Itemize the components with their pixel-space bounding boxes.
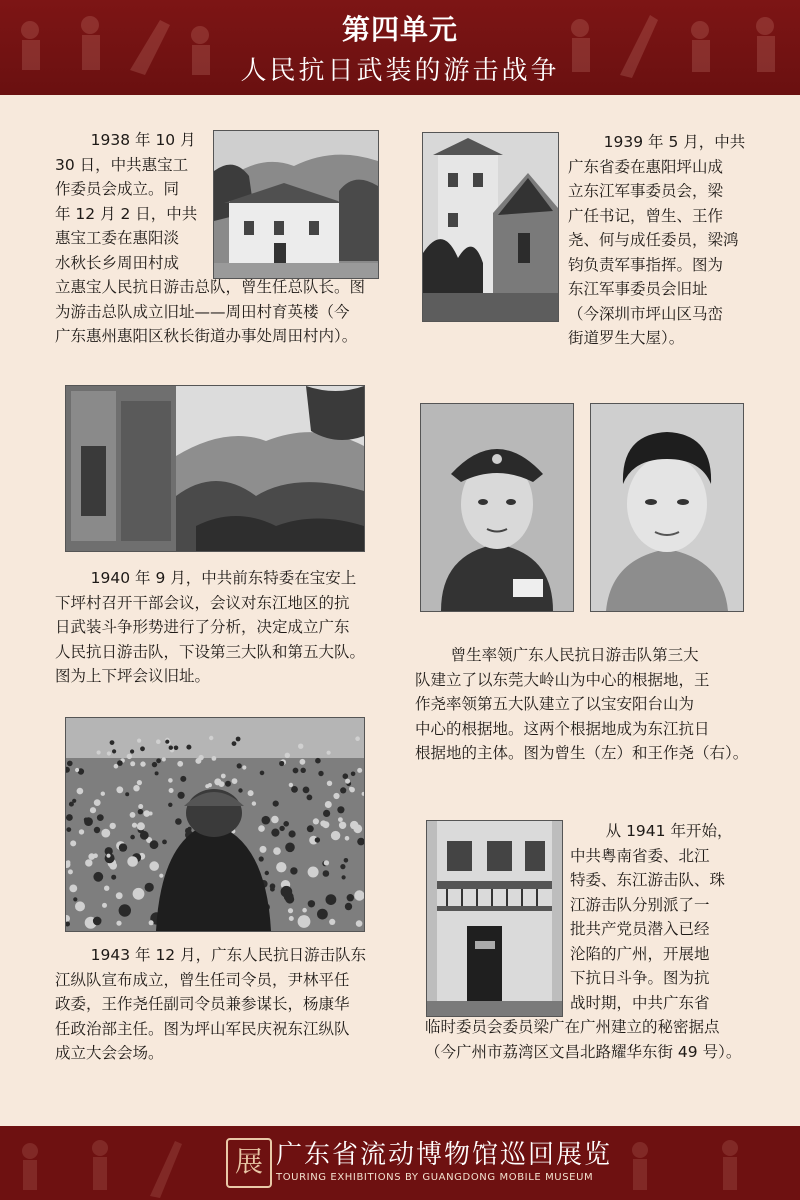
crowd-texture-dot (327, 751, 331, 755)
crowd-texture-dot (66, 814, 73, 821)
crowd-texture-dot (116, 786, 123, 793)
crowd-texture-dot (94, 827, 100, 833)
text-line: 任政治部主任。图为坪山军民庆祝东江纵队 (55, 1019, 350, 1038)
crowd-texture-dot (333, 793, 339, 799)
portrait-wang-zuoyao (590, 403, 744, 612)
crowd-texture-dot (248, 790, 254, 796)
photo-guangzhou-secret-base (426, 820, 563, 1017)
header-banner (0, 0, 800, 95)
text-line: 作委员会成立。同 (55, 180, 180, 198)
crowd-texture-dot (111, 875, 116, 880)
crowd-texture-dot (323, 870, 330, 877)
crowd-texture-dot (355, 736, 360, 741)
crowd-texture-dot (110, 740, 115, 745)
text-line: 下坪村召开干部会议，会议对东江地区的抗 (55, 593, 350, 612)
text-section-2 (568, 130, 748, 351)
crowd-texture-dot (323, 810, 330, 817)
crowd-texture-dot (344, 858, 349, 863)
text-section-1-wrap (55, 128, 205, 275)
crowd-texture-dot (308, 867, 319, 878)
crowd-texture-dot (252, 801, 256, 805)
crowd-texture-dot (69, 802, 74, 807)
crowd-texture-dot (315, 837, 320, 842)
text-section-1-full (55, 275, 385, 349)
text-line: 根据地的主体。图为曾生（左）和王作尧（右）。 (415, 744, 749, 762)
footer-museum-name: 广东省流动博物馆巡回展览 (276, 1140, 613, 1170)
crowd-texture-dot (339, 822, 346, 829)
crowd-texture-dot (345, 903, 352, 910)
crowd-texture-dot (73, 897, 77, 901)
crowd-texture-dot (347, 894, 354, 901)
crowd-texture-dot (293, 768, 299, 774)
crowd-texture-dot (150, 840, 159, 849)
crowd-texture-dot (149, 861, 159, 871)
text-line: 为游击总队成立旧址——周田村育英楼（今 (55, 302, 350, 321)
text-line: 30 日，中共惠宝工 (55, 155, 189, 174)
crowd-texture-dot (168, 778, 173, 783)
crowd-texture-dot (159, 874, 163, 878)
crowd-texture-dot (214, 778, 221, 785)
crowd-texture-dot (318, 771, 323, 776)
footer-pattern-icon (580, 1126, 800, 1200)
crowd-texture-dot (212, 756, 217, 761)
text-line: 沦陷的广州，开展地 (570, 944, 710, 963)
crowd-texture-dot (298, 744, 303, 749)
crowd-texture-dot (127, 856, 138, 867)
crowd-texture-dot (302, 908, 307, 913)
crowd-texture-dot (156, 739, 161, 744)
crowd-texture-dot (130, 761, 135, 766)
crowd-texture-dot (69, 885, 77, 893)
crowd-texture-dot (94, 799, 101, 806)
crowd-texture-dot (152, 762, 157, 767)
crowd-texture-dot (307, 825, 314, 832)
crowd-texture-dot (168, 803, 172, 807)
crowd-texture-dot (68, 869, 73, 874)
crowd-texture-dot (242, 765, 246, 769)
crowd-texture-dot (232, 778, 238, 784)
crowd-texture-dot (106, 854, 110, 858)
crowd-texture-dot (300, 759, 306, 765)
crowd-texture-dot (93, 853, 98, 858)
text-line: 批共产党员潜入已经 (570, 920, 710, 938)
photo-dongjiang-committee-house (422, 132, 559, 322)
text-section-6-full (425, 1015, 760, 1064)
crowd-texture-dot (225, 781, 231, 787)
crowd-texture-dot (298, 915, 311, 928)
crowd-texture-dot (313, 818, 319, 824)
crowd-texture-dot (178, 792, 185, 799)
crowd-texture-dot (162, 840, 167, 845)
crowd-texture-dot (138, 804, 143, 809)
crowd-texture-dot (145, 883, 154, 892)
crowd-texture-dot (326, 894, 337, 905)
text-line: 江纵队宣布成立，曾生任司令员，尹林平任 (55, 970, 350, 989)
crowd-texture-dot (238, 788, 242, 792)
unit-subtitle: 人民抗日武装的游击战争 (240, 56, 560, 86)
crowd-texture-dot (110, 823, 116, 829)
crowd-texture-dot (127, 754, 132, 759)
crowd-texture-dot (198, 755, 203, 760)
crowd-texture-dot (353, 824, 362, 833)
text-line: 1943 年 12 月，广东人民抗日游击队东 (90, 946, 367, 964)
crowd-texture-dot (356, 920, 363, 927)
text-section-3 (55, 566, 385, 689)
crowd-texture-dot (140, 761, 145, 766)
text-line: 中心的根据地。这两个根据地成为东江抗日 (415, 719, 710, 738)
crowd-texture-dot (338, 817, 343, 822)
footer-museum-name-en: TOURING EXHIBITIONS BY GUANGDONG MOBILE MUSEUM (276, 1172, 594, 1183)
text-line: 东江军事委员会旧址 (568, 280, 708, 298)
crowd-texture-dot (112, 749, 116, 753)
text-line: 1938 年 10 月 (90, 131, 196, 149)
text-section-6-narrow (570, 819, 750, 1015)
crowd-texture-dot (331, 831, 340, 840)
crowd-texture-dot (114, 764, 119, 769)
text-line: 立东江军事委员会，梁 (568, 182, 724, 200)
crowd-texture-dot (175, 818, 182, 825)
crowd-texture-dot (273, 847, 281, 855)
crowd-texture-dot (260, 846, 267, 853)
text-line: 队建立了以东莞大岭山为中心的根据地，王 (415, 670, 710, 689)
crowd-texture-dot (288, 908, 293, 913)
crowd-texture-dot (101, 792, 105, 796)
crowd-texture-dot (97, 750, 101, 754)
crowd-texture-dot (273, 801, 279, 807)
text-section-5 (55, 943, 385, 1066)
photo-yuying-building (213, 130, 379, 279)
crowd-texture-dot (308, 900, 315, 907)
text-line: 钧负责军事指挥。图为 (568, 255, 724, 274)
photo-dongjiang-column-rally (65, 717, 365, 932)
crowd-texture-dot (301, 768, 306, 773)
crowd-texture-dot (320, 820, 326, 826)
crowd-texture-dot (285, 843, 295, 853)
crowd-texture-dot (324, 860, 329, 865)
text-line: 政委，王作尧任副司令员兼参谋长，杨康华 (55, 995, 350, 1013)
crowd-texture-dot (327, 781, 332, 786)
crowd-texture-dot (84, 818, 88, 822)
crowd-texture-dot (130, 812, 136, 818)
crowd-texture-dot (107, 751, 111, 755)
crowd-texture-dot (221, 774, 226, 779)
text-line: 广东惠州惠阳区秋长街道办事处周田村内）。 (55, 327, 358, 345)
crowd-texture-dot (237, 763, 242, 768)
crowd-texture-dot (130, 749, 134, 753)
crowd-texture-dot (75, 768, 79, 772)
crowd-texture-dot (281, 886, 293, 898)
crowd-texture-dot (137, 822, 145, 830)
crowd-texture-dot (143, 810, 150, 817)
crowd-texture-dot (77, 788, 84, 795)
text-line: 水秋长乡周田村成 (55, 253, 180, 272)
crowd-texture-dot (208, 783, 212, 787)
crowd-texture-dot (337, 806, 344, 813)
crowd-texture-dot (345, 779, 350, 784)
crowd-texture-dot (260, 771, 265, 776)
crowd-texture-dot (185, 828, 191, 834)
crowd-texture-dot (119, 843, 127, 851)
photo-shangxiaping-meeting-site (65, 385, 365, 552)
crowd-texture-dot (169, 788, 174, 793)
crowd-texture-dot (156, 758, 161, 763)
crowd-texture-dot (317, 909, 328, 920)
text-line: 1939 年 5 月，中共 (603, 133, 746, 151)
crowd-texture-dot (325, 801, 332, 808)
crowd-texture-dot (169, 746, 173, 750)
crowd-texture-dot (340, 787, 346, 793)
crowd-texture-dot (177, 761, 183, 767)
crowd-texture-dot (140, 746, 145, 751)
crowd-texture-dot (290, 867, 297, 874)
crowd-texture-dot (271, 829, 279, 837)
crowd-texture-dot (232, 741, 237, 746)
crowd-texture-dot (90, 807, 96, 813)
crowd-texture-dot (259, 856, 264, 861)
text-line: 中共粤南省委、北江 (570, 846, 710, 865)
crowd-texture-dot (180, 776, 186, 782)
text-line: 广东省委在惠阳坪山成 (568, 157, 724, 176)
crowd-texture-dot (357, 768, 362, 773)
text-line: 尧、何与成任委员，梁鸿 (568, 231, 739, 249)
crowd-texture-dot (133, 785, 139, 791)
text-line: 日武装斗争形势进行了分析，决定成立广东 (55, 618, 350, 636)
crowd-texture-dot (291, 786, 298, 793)
crowd-texture-dot (162, 757, 166, 761)
crowd-texture-dot (137, 780, 142, 785)
text-section-4 (415, 643, 750, 766)
text-line: 人民抗日游击队，下设第三大队和第五大队。 (55, 642, 366, 661)
crowd-texture-dot (85, 859, 92, 866)
crowd-texture-dot (133, 888, 145, 900)
crowd-texture-dot (97, 814, 104, 821)
crowd-texture-dot (130, 835, 135, 840)
text-line: 下抗日斗争。图为抗 (570, 969, 710, 987)
portrait-zeng-sheng (420, 403, 574, 612)
text-line: 立惠宝人民抗日游击总队，曾生任总队长。图 (55, 278, 366, 296)
unit-title: 第四单元 (341, 13, 458, 46)
text-line: 图为上下坪会议旧址。 (55, 667, 211, 685)
crowd-texture-dot (236, 737, 241, 742)
text-line: 特委、东江游击队、珠 (570, 871, 726, 889)
crowd-texture-dot (132, 823, 137, 828)
crowd-texture-dot (155, 771, 159, 775)
crowd-texture-dot (104, 886, 109, 891)
crowd-texture-dot (138, 809, 143, 814)
crowd-texture-dot (137, 739, 141, 743)
crowd-texture-dot (67, 761, 73, 767)
crowd-texture-dot (165, 740, 169, 744)
crowd-texture-dot (125, 792, 129, 796)
crowd-texture-dot (303, 787, 310, 794)
crowd-texture-dot (265, 871, 269, 875)
crowd-texture-dot (276, 862, 286, 872)
text-line: （今深圳市坪山区马峦 (568, 304, 724, 323)
crowd-texture-dot (340, 864, 345, 869)
text-line: 临时委员会委员梁广在广州建立的秘密据点 (425, 1018, 720, 1036)
crowd-texture-dot (289, 916, 294, 921)
crowd-texture-dot (149, 920, 154, 925)
crowd-texture-dot (262, 816, 271, 825)
crowd-texture-dot (345, 836, 350, 841)
crowd-texture-dot (174, 746, 179, 751)
text-line: 成立大会会场。 (55, 1044, 164, 1062)
crowd-texture-dot (351, 772, 356, 777)
crowd-texture-dot (101, 829, 110, 838)
crowd-texture-dot (258, 825, 265, 832)
crowd-texture-dot (117, 760, 123, 766)
footer-banner (0, 1126, 800, 1200)
crowd-texture-dot (329, 919, 335, 925)
crowd-texture-dot (119, 904, 131, 916)
crowd-texture-dot (209, 736, 213, 740)
text-line: 从 1941 年开始， (605, 822, 733, 840)
crowd-texture-dot (66, 827, 71, 832)
crowd-texture-dot (116, 921, 121, 926)
crowd-texture-dot (186, 745, 191, 750)
crowd-texture-dot (102, 903, 107, 908)
crowd-texture-dot (307, 795, 313, 801)
text-line: 1940 年 9 月，中共前东特委在宝安上 (90, 569, 357, 587)
text-line: 战时期，中共广东省 (570, 993, 710, 1012)
crowd-texture-dot (75, 901, 85, 911)
text-line: （今广州市荔湾区文昌北路耀华东街 49 号）。 (425, 1042, 742, 1061)
text-line: 曾生率领广东人民抗日游击队第三大 (450, 646, 699, 664)
museum-seal-logo: 展 (226, 1138, 272, 1188)
crowd-texture-dot (270, 887, 275, 892)
crowd-texture-dot (289, 830, 296, 837)
crowd-texture-dot (342, 875, 346, 879)
crowd-texture-dot (279, 826, 284, 831)
crowd-texture-dot (93, 917, 102, 926)
text-line: 作尧率领第五大队建立了以宝安阳台山为 (415, 695, 695, 713)
crowd-texture-dot (350, 787, 355, 792)
text-line: 江游击队分别派了一 (570, 895, 710, 914)
crowd-texture-dot (116, 892, 123, 899)
crowd-texture-dot (315, 758, 321, 764)
crowd-texture-dot (285, 753, 290, 758)
text-line: 广任书记，曾生、王作 (568, 206, 724, 225)
text-line: 街道罗生大屋）。 (568, 329, 685, 347)
text-line: 惠宝工委在惠阳淡 (55, 229, 180, 247)
crowd-texture-dot (289, 783, 293, 787)
crowd-texture-dot (343, 773, 349, 779)
crowd-texture-dot (283, 821, 289, 827)
footer-pattern-icon (0, 1126, 220, 1200)
crowd-texture-dot (70, 840, 76, 846)
crowd-texture-dot (279, 761, 284, 766)
crowd-texture-dot (271, 816, 279, 824)
crowd-texture-dot (93, 872, 103, 882)
text-line: 年 12 月 2 日，中共 (55, 204, 198, 223)
crowd-texture-dot (79, 829, 84, 834)
crowd-texture-dot (140, 831, 149, 840)
